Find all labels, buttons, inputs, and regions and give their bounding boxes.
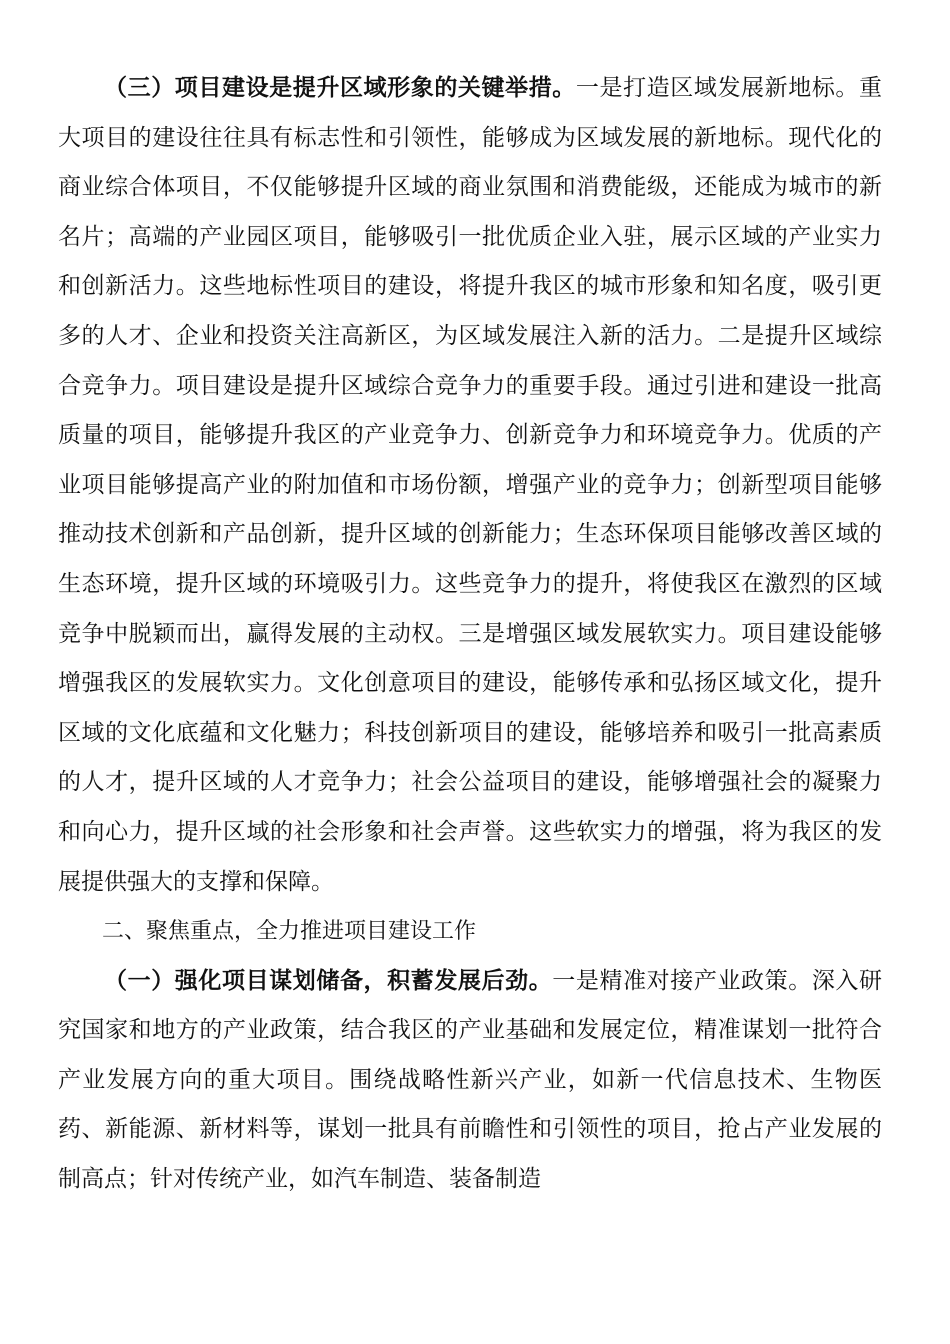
section-heading: 二、聚焦重点，全力推进项目建设工作 (102, 919, 477, 945)
paragraph-lead-bold: （一）强化项目谋划储备，积蓄发展后劲。 (104, 967, 553, 994)
paragraph-project-planning (58, 957, 882, 1205)
paragraph-body: 一是精准对接产业政策。深入研究国家和地方的产业政策，结合我区的产业基础和发展定位，精准谋划一批符合产业发展方向的重大项目。围绕战略性新兴产业，如新一代信息技术、生物医药、新能源、新材料等，谋划一批具有前瞻性和引领性的项目，抢占产业发展的制高点；针对传统产业，如汽车制造、装备制造 (58, 967, 882, 1193)
paragraph-body: 一是打造区域发展新地标。重大项目的建设往往具有标志性和引领性，能够成为区域发展的新地标。现代化的商业综合体项目，不仅能够提升区域的商业氛围和消费能级，还能成为城市的新名片；高端的产业园区项目，能够吸引一批优质企业入驻，展示区域的产业实力和创新活力。这些地标性项目的建设，将提升我区的城市形象和知名度，吸引更多的人才、企业和投资关注高新区，为区域发展注入新的活力。二是提升区域综合竞争力。项目建设是提升区域综合竞争力的重要手段。通过引进和建设一批高质量的项目，能够提升我区的产业竞争力、创新竞争力和环境竞争力。优质的产业项目能够提高产业的附加值和市场份额，增强产业的竞争力；创新型项目能够推动技术创新和产品创新，提升区域的创新能力；生态环保项目能够改善区域的生态环境，提升区域的环境吸引力。这些竞争力的提升，将使我区在激烈的区域竞争中脱颖而出，赢得发展的主动权。三是增强区域发展软实力。项目建设能够增强我区的发展软实力。文化创意项目的建设，能够传承和弘扬区域文化，提升区域的文化底蕴和文化魅力；科技创新项目的建设，能够培养和吸引一批高素质的人才，提升区域的人才竞争力；社会公益项目的建设，能够增强社会的凝聚力和向心力，提升区域的社会形象和社会声誉。这些软实力的增强，将为我区的发展提供强大的支撑和保障。 (58, 75, 882, 895)
document-page (58, 64, 882, 1205)
paragraph-lead-bold: （三）项目建设是提升区域形象的关键举措。 (104, 75, 576, 101)
paragraph-project-image (58, 64, 882, 907)
